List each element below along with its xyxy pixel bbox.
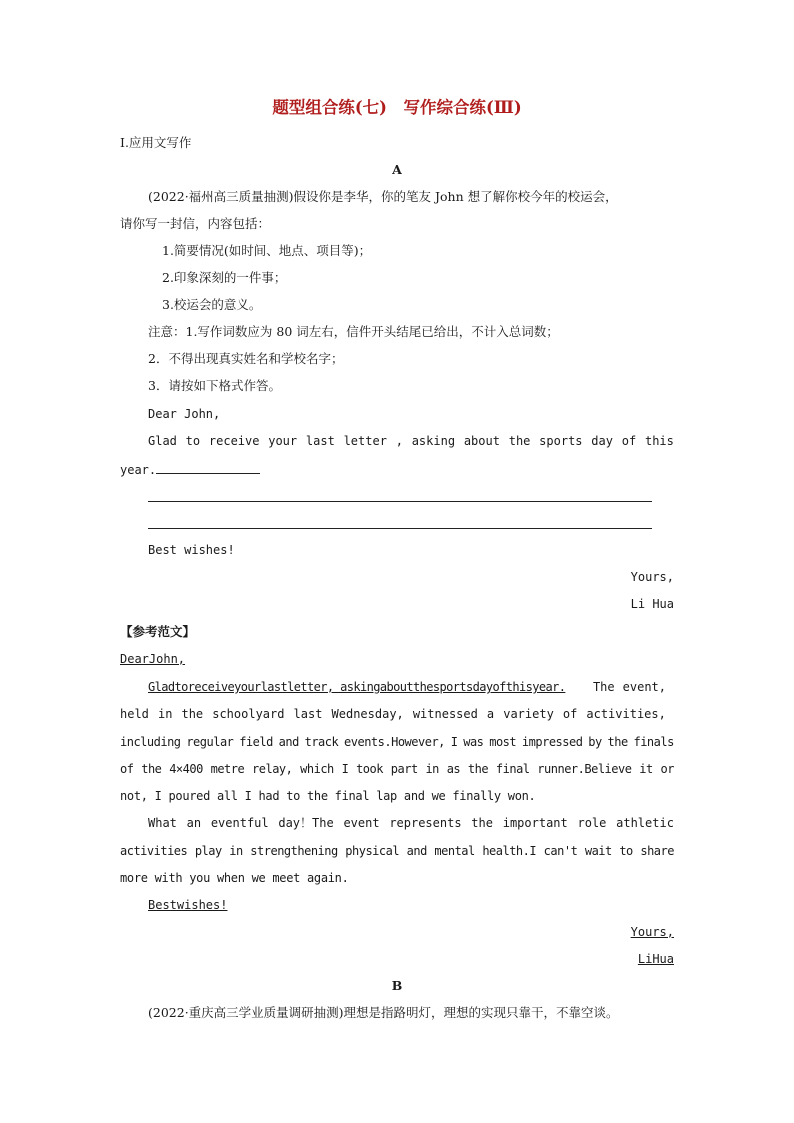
word: of (562, 707, 578, 721)
word: the (467, 762, 489, 776)
word: or (660, 762, 674, 776)
word: represents (389, 816, 462, 830)
sample-signature (560, 951, 674, 967)
requirement-item-1: 1.简要情况(如时间、地点、项目等)； (162, 243, 372, 258)
word: last (293, 707, 323, 721)
word: took (356, 762, 383, 776)
word: share (640, 844, 674, 858)
word: relay, (252, 762, 293, 776)
prompt-line-1: (2022·福州高三质量抽测)假设你是李华，你的笔友 John 想了解你校今年的校运会， (148, 189, 618, 204)
note-1: 注意：1.写作词数应为 80 词左右，信件开头结尾已给出，不计入总词数； (148, 324, 559, 339)
word: play (194, 844, 222, 858)
word: sports (539, 434, 583, 448)
requirement-item-3: 3.校运会的意义。 (162, 297, 262, 312)
prompt-line-2: 请你写一封信，内容包括： (120, 216, 271, 231)
word: to (185, 434, 201, 448)
word: and (406, 844, 427, 858)
word: held (120, 707, 149, 721)
word: can't (543, 844, 578, 858)
word: finals (633, 735, 674, 749)
word: I (450, 735, 458, 749)
sample-p1-line4 (120, 761, 674, 777)
note-2: 2．不得出现真实姓名和学校名字； (148, 351, 344, 366)
sample-heading: 【参考范文】 (120, 624, 196, 639)
word: metre (210, 762, 245, 776)
word: mental (434, 844, 475, 858)
sample-salutation: DearJohn, (120, 652, 186, 666)
word: of (621, 434, 637, 448)
word: the (181, 707, 204, 721)
word: including (120, 735, 181, 749)
sample-opening-underlined: Gladtoreceiveyourlastletter, askingaboutthesportsdayofthisyear. (148, 680, 566, 694)
word: part (390, 762, 418, 776)
word: the (141, 762, 162, 776)
letter-signature: Li Hua (630, 597, 674, 611)
word: an (186, 816, 202, 830)
note-3: 3．请按如下格式作答。 (148, 378, 281, 393)
sample-p1-line1-rest (593, 679, 666, 695)
word: event (343, 816, 380, 830)
word: last (305, 434, 335, 448)
word: athletic (616, 816, 674, 830)
sample-p2-line2 (120, 843, 674, 859)
word: in (425, 762, 439, 776)
word: The (592, 680, 615, 694)
word: runner.Believe (537, 762, 632, 776)
letter-salutation: Dear John, (148, 407, 221, 421)
word: the (471, 816, 493, 830)
word: in (157, 707, 173, 721)
letter-closing: Best wishes! (148, 543, 235, 557)
word: track (304, 735, 339, 749)
sample-p2-line1 (148, 815, 674, 831)
word: which (300, 762, 334, 776)
word: role (577, 816, 607, 830)
word: physical (345, 844, 400, 858)
letter-opening-end: year. (120, 463, 157, 477)
word: important (502, 816, 568, 830)
word: variety (503, 707, 554, 721)
word: event, (622, 680, 666, 694)
word: most (489, 735, 517, 749)
word: , (395, 434, 403, 448)
word: as (446, 762, 461, 776)
sample-closing: Bestwishes! (148, 898, 228, 912)
word: in (229, 844, 243, 858)
word: field (239, 735, 273, 749)
word: was (463, 735, 484, 749)
sample-p1-line1 (148, 679, 666, 695)
word: day (591, 434, 613, 448)
word: to (619, 844, 633, 858)
letter-yours: Yours, (630, 570, 674, 584)
word: witnessed (412, 707, 478, 721)
word: letter (343, 434, 387, 448)
word: activities, (586, 707, 666, 721)
sample-yours-text: Yours, (630, 925, 674, 939)
word: asking (411, 434, 456, 448)
word: a (486, 707, 495, 721)
part-a-label: A (392, 162, 402, 177)
sample-p2-line3: more with you when we meet again. (120, 871, 349, 885)
sample-signature-text: LiHua (637, 952, 674, 966)
word: Glad (148, 434, 177, 448)
answer-blank (156, 461, 260, 474)
word: it (639, 762, 653, 776)
word: the (508, 434, 531, 448)
word: wait (584, 844, 612, 858)
word: about (463, 434, 500, 448)
word: and (278, 735, 299, 749)
word: 4×400 (169, 762, 203, 776)
word: activities (120, 844, 188, 858)
word: I (341, 762, 349, 776)
word: the (607, 735, 628, 749)
part-b-prompt-line-1: (2022·重庆高三学业质量调研抽测)理想是指路明灯，理想的实现只靠干，不靠空谈。 (148, 1005, 619, 1020)
word: by (588, 735, 602, 749)
word: impressed (521, 735, 583, 749)
writing-line (148, 528, 652, 529)
word: day！The (278, 816, 334, 830)
word: this (644, 434, 674, 448)
part-b-label: B (391, 978, 403, 993)
section-heading: Ⅰ.应用文写作 (120, 135, 192, 150)
word: your (268, 434, 298, 448)
word: health.I (482, 844, 537, 858)
word: What (148, 816, 177, 830)
page-title: 题型组合练(七) 写作综合练(Ⅲ) (272, 98, 522, 117)
writing-line (148, 501, 652, 502)
word: schoolyard (212, 707, 285, 721)
sample-p1-line2 (120, 706, 666, 722)
word: strengthening (250, 844, 338, 858)
word: regular (186, 735, 234, 749)
sample-p1-line3 (120, 734, 674, 750)
word: final (495, 762, 530, 776)
sample-yours (560, 924, 674, 940)
letter-opening-continued (120, 461, 260, 478)
requirement-item-2: 2.印象深刻的一件事； (162, 270, 287, 285)
word: eventful (210, 816, 269, 830)
word: receive (208, 434, 260, 448)
letter-opening-line (148, 433, 674, 449)
word: Wednesday, (331, 707, 404, 721)
word: events.However, (344, 735, 445, 749)
word: of (120, 762, 134, 776)
sample-p1-line5: not, I poured all I had to the final lap and we finally won. (120, 789, 536, 803)
